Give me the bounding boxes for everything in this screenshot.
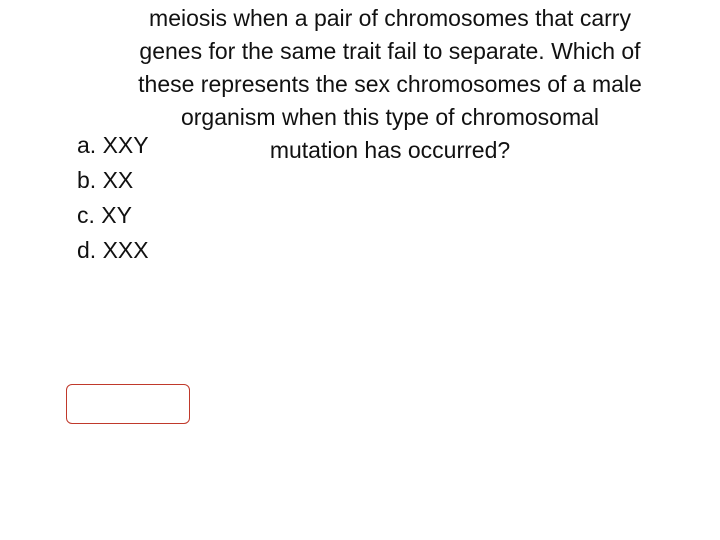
answer-options: [77, 128, 149, 268]
option-d[interactable]: d. XXX: [77, 237, 149, 263]
question-line: organism when this type of chromosomal: [180, 104, 600, 130]
question-line: mutation has occurred?: [269, 137, 511, 163]
option-b[interactable]: b. XX: [77, 167, 134, 193]
question-line: these represents the sex chromosomes of a male: [138, 71, 642, 97]
answer-box[interactable]: [66, 384, 190, 424]
option-c[interactable]: c. XY: [77, 202, 132, 228]
question-line: genes for the same trait fail to separate. Which of: [139, 38, 641, 64]
question-line: meiosis when a pair of chromosomes that carry: [149, 5, 631, 31]
option-a[interactable]: a. XXY: [77, 132, 149, 158]
question-text: [92, 2, 688, 167]
